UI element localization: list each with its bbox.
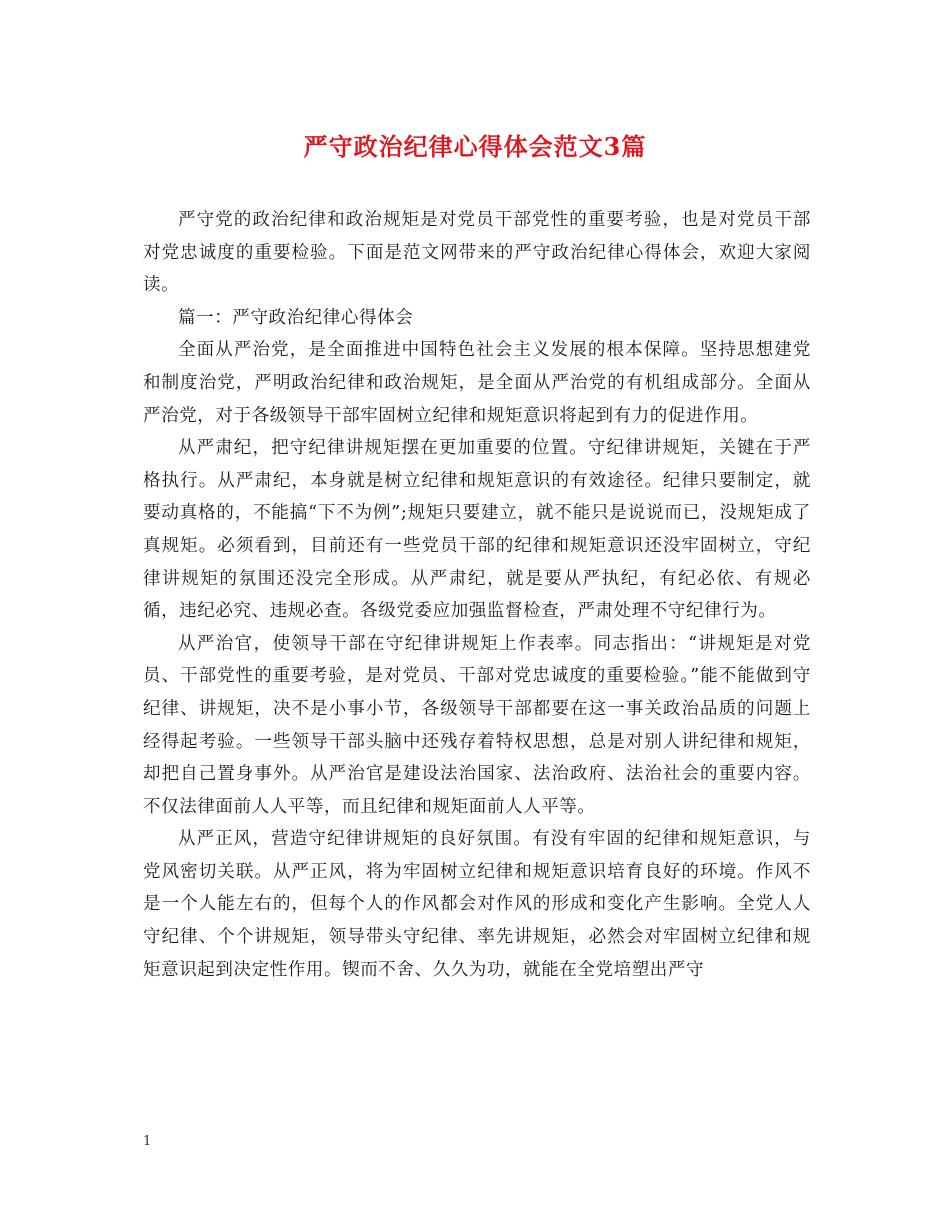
intro-paragraph: 严守党的政治纪律和政治规矩是对党员干部党性的重要考验，也是对党员干部对党忠诚度的重要检验。下面是范文网带来的严守政治纪律心得体会，欢迎大家阅读。 [143, 210, 811, 296]
section-heading: 篇一：严守政治纪律心得体会 [178, 307, 414, 328]
body-paragraph: 从严正风，营造守纪律讲规矩的良好氛围。有没有牢固的纪律和规矩意识，与党风密切关联。从严正风，将为牢固树立纪律和规矩意识培育良好的环境。作风不是一个人能左右的，但每个人的作风都会对作风的形成和变化产生影响。全党人人守纪律、个个讲规矩，领导带头守纪律、率先讲规矩，必然会对牢固树立纪律和规矩意识起到决定性作用。锲而不舍、久久为功，就能在全党培塑出严守 [143, 829, 811, 980]
body-paragraph: 从严肃纪，把守纪律讲规矩摆在更加重要的位置。守纪律讲规矩，关键在于严格执行。从严肃纪，本身就是树立纪律和规矩意识的有效途径。纪律只要制定，就要动真格的，不能搞“下不为例”;规矩只要建立，就不能只是说说而已，没规矩成了真规矩。必须看到，目前还有一些党员干部的纪律和规矩意识还没牢固树立，守纪律讲规矩的氛围还没完全形成。从严肃纪，就是要从严执纪，有纪必依、有规必循，违纪必究、违规必查。各级党委应加强监督检查，严肃处理不守纪律行为。 [143, 438, 811, 622]
document-body [143, 204, 811, 986]
document-title: 严守政治纪律心得体会范文3篇 [303, 132, 647, 161]
page-number: 1 [143, 1134, 152, 1149]
body-paragraph: 全面从严治党，是全面推进中国特色社会主义发展的根本保障。坚持思想建党和制度治党，严明政治纪律和政治规矩，是全面从严治党的有机组成部分。全面从严治党，对于各级领导干部牢固树立纪律和规矩意识将起到有力的促进作用。 [143, 340, 811, 426]
body-paragraph: 从严治官，使领导干部在守纪律讲规矩上作表率。同志指出：“讲规矩是对党员、干部党性的重要考验，是对党员、干部对党忠诚度的重要检验。”能不能做到守纪律、讲规矩，决不是小事小节，各级领导干部都要在这一事关政治品质的问题上经得起考验。一些领导干部头脑中还残存着特权思想，总是对别人讲纪律和规矩，却把自己置身事外。从严治官是建设法治国家、法治政府、法治社会的重要内容。不仅法律面前人人平等，而且纪律和规矩面前人人平等。 [143, 633, 811, 817]
